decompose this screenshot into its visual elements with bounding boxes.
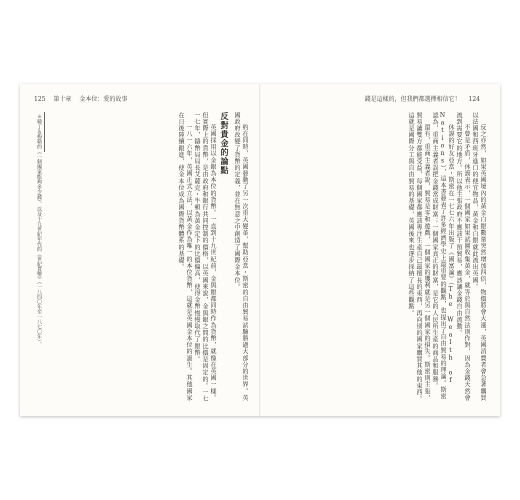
right-page-body: [274, 112, 486, 404]
left-paragraph-1: 約在同時，英國發動了另一次重大變革，幫助亞當・斯密的自由貿易試驗勝過大部分的世界。英國政府改變了貨幣的定義，並在無意之中創造了國際金本位。: [233, 112, 248, 402]
left-page-header: [34, 94, 133, 103]
chapter-title: 金本位：愛的故事: [79, 96, 128, 103]
left-paragraph-3: 一八一六年，英國正式立法，以黃金作為唯一的本位貨幣，這就是英國金本位的誕生。其他國家在日後陸續跟進，使金本位成為國際貨幣體系的基礎。: [177, 112, 192, 402]
right-page-header: [365, 94, 486, 103]
footnote: ＊韓丁＆梅勒的《一個國家能夠多少錢》、以及十九世紀年代的《世紀貨幣》（一八四〇年至一八七〇年）。: [36, 114, 42, 347]
left-page: [20, 84, 260, 416]
chapter-label: 第十章: [53, 96, 72, 103]
left-page-number: 125: [34, 96, 46, 103]
right-page: [260, 84, 500, 416]
right-paragraph-3: 休謨的好友亞當・斯密在一七七六年出版了《國富論》（The Wealth of Nations），這本書發表了許多經濟學史上最重要的觀點，也提出了自由貿易的理論。斯密認為，重商主義者誤把金錢當成財富；一個國家真正的財富，是它的人民所生產的商品和服務。: [431, 112, 454, 400]
right-paragraph-1: 反之亦然，如果英國境內的黃金白銀數量突然增加四倍，物價將會大漲，英國消費者會急著購買以法國和西班牙進口的便宜物品，黃金和白銀就此流出英國。: [471, 112, 486, 402]
right-page-number: 124: [468, 96, 480, 103]
right-paragraph-4: 還有，重商主義者說，貿易是零和遊戲，一個國家的獲利就是另一個國家的損失。斯密則主張，貿易讓雙方都能受益，每個國家都應該專注生產自己最擅長的東西，再向別的國家購買其他的東西。這就是國際分工與自由貿易的基礎，英國後來也逐步採納了這些觀點。: [407, 112, 430, 403]
section-heading: 反對貴金的論點: [220, 112, 229, 175]
running-title: 錢是這樣的，但我們都選擇相信它！: [364, 96, 461, 103]
left-page-body: [52, 112, 248, 404]
book-spread: [20, 84, 500, 416]
right-paragraph-2: 不曾是矛盾，休謨表示，一個國家如果試圖收集黃金，就等於與自然法則作對，因為金錢天然會流到需要它的地方。所以他主張政府不應該干預貿易，應該讓金錢自由流動。: [455, 112, 470, 402]
footnote-rule: [44, 112, 45, 152]
left-paragraph-2: 英國採用以金銀為本位的貨幣。一直到十九世紀前，金與銀都同時作為貨幣，就像在英國一樣。但實際上的貨幣，是由政府和銀行共同控制的價格，以英國來說，金與銀之間的比價是固定的。一七一七年，鑄幣局局長艾薩克・牛頓為黃金定下的比價偏高，使得金幣慢慢取代了銀幣。: [193, 112, 216, 403]
